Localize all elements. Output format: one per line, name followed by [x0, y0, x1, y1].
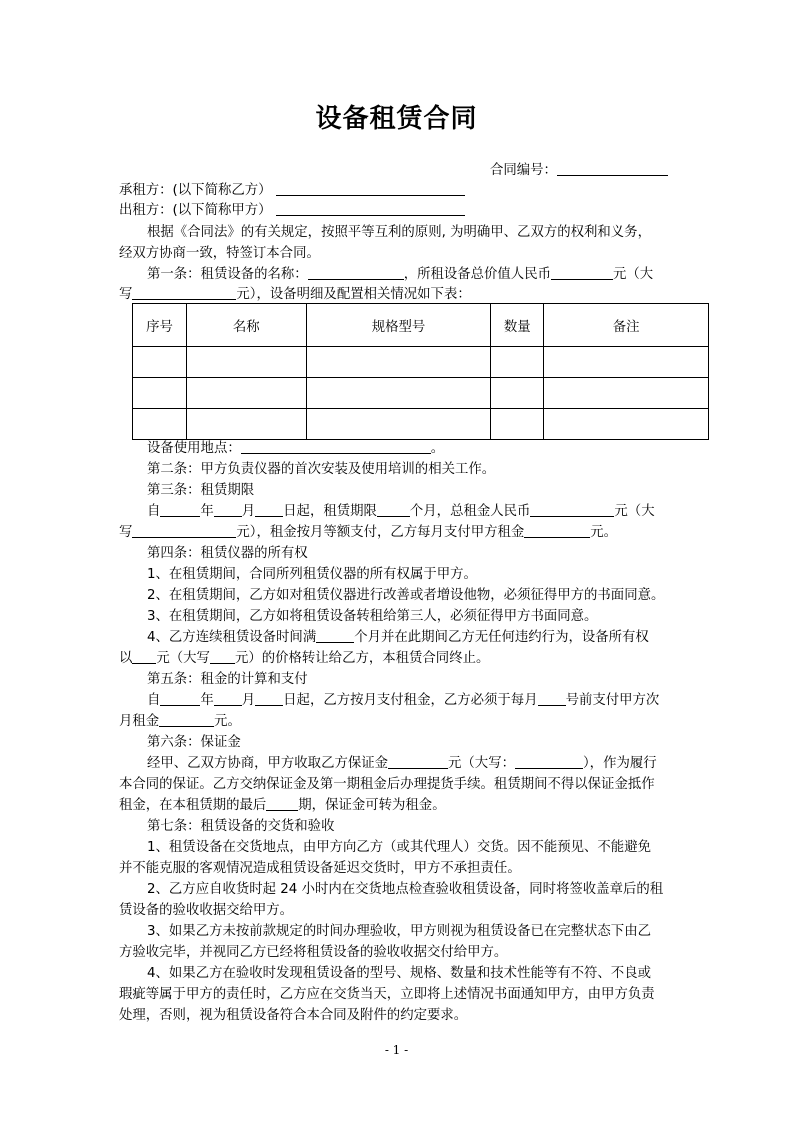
location-blank[interactable] — [241, 440, 431, 454]
article-1-line-2 — [119, 286, 679, 304]
location-line — [147, 440, 707, 458]
column-header-spec: 规格型号 — [306, 304, 491, 347]
deposit-uppercase-blank[interactable] — [515, 755, 583, 769]
article-6-text-a: 经甲、乙双方协商，甲方收取乙方保证金 — [147, 756, 389, 771]
lessor-label: 出租方：(以下简称甲方） — [119, 203, 272, 218]
final-period-blank[interactable] — [266, 797, 298, 811]
payment-start-year-blank[interactable] — [160, 692, 200, 706]
ownership-months-blank[interactable] — [316, 629, 354, 643]
table-cell[interactable] — [491, 409, 544, 440]
article-3-from: 自 — [147, 504, 161, 519]
article-1-text-c: 元（大 — [612, 267, 654, 282]
lease-months-blank[interactable] — [377, 503, 410, 517]
article-5-monthly-rent-blank[interactable] — [159, 713, 214, 727]
lessor-line — [119, 202, 679, 220]
article-4-item-4-text-b: 个月并在此期间乙方无任何违约行为，设备所有权 — [354, 630, 649, 645]
article-6-text-e: 期，保证金可转为租金。 — [298, 798, 446, 813]
table-cell[interactable] — [186, 409, 306, 440]
column-header-remarks: 备注 — [544, 304, 709, 347]
contract-number-label: 合同编号： — [490, 163, 557, 178]
table-row — [133, 347, 709, 378]
article-7-item-2-line-2: 赁设备的验收收据交给甲方。 — [119, 903, 294, 918]
article-1-text-d: 写 — [119, 287, 133, 302]
table-header-row — [133, 304, 709, 347]
article-5-line-2 — [119, 713, 679, 731]
article-5-payment-text-b: 号前支付甲方次 — [565, 693, 660, 708]
article-7-item-2-line-1: 2、乙方应自收货时起 24 小时内在交货地点检查验收租赁设备，同时将签收盖章后的租 — [147, 882, 664, 897]
article-3-monthly-text: 元），租金按月等额支付，乙方每月支付甲方租金 — [236, 525, 525, 540]
payment-day-blank[interactable] — [538, 692, 566, 706]
article-3-month: 月 — [241, 504, 256, 519]
lessee-label: 承租方：(以下简称乙方） — [119, 183, 272, 198]
column-header-name: 名称 — [186, 304, 306, 347]
transfer-price-uppercase-blank[interactable] — [210, 650, 235, 664]
equipment-table — [132, 303, 709, 440]
article-6-text-c: ），作为履行 — [582, 756, 657, 771]
article-7-item-1-line-2: 并不能克服的客观情况造成租赁设备延迟交货时，甲方不承担责任。 — [119, 861, 521, 876]
article-3-term-text: 日起，租赁期限 — [283, 504, 377, 519]
lessor-blank[interactable] — [276, 202, 465, 216]
article-5-monthly-rent-label: 月租金 — [119, 714, 160, 729]
lease-start-month-blank[interactable] — [214, 503, 242, 517]
article-3-total-rent-text: 个月，总租金人民币 — [409, 504, 531, 519]
article-4-item-1: 1、在租赁期间，合同所列租赁仪器的所有权属于甲方。 — [147, 567, 477, 582]
article-5-line-1 — [147, 692, 707, 710]
intro-line-2: 经双方协商一致，特签订本合同。 — [119, 246, 320, 261]
article-1-text-b: ，所租设备总价值人民币 — [403, 267, 551, 282]
payment-start-month-blank[interactable] — [214, 692, 242, 706]
column-header-quantity: 数量 — [491, 304, 544, 347]
table-row — [133, 409, 709, 440]
table-row — [133, 378, 709, 409]
article-1-text-e: 元），设备明细及配置相关情况如下表： — [236, 287, 471, 302]
article-5-heading: 第五条：租金的计算和支付 — [147, 672, 308, 687]
table-cell[interactable] — [186, 347, 306, 378]
article-3-line-2 — [119, 524, 679, 542]
article-3-end: 元。 — [590, 525, 618, 540]
table-cell[interactable] — [544, 378, 709, 409]
table-cell[interactable] — [306, 409, 491, 440]
article-3-write: 写 — [119, 525, 133, 540]
location-label: 设备使用地点： — [147, 441, 241, 456]
deposit-blank[interactable] — [388, 755, 448, 769]
article-5-payment-text: 日起，乙方按月支付租金，乙方必须于每月 — [283, 693, 538, 708]
article-4-item-4-text-e: 元）的价格转让给乙方，本租赁合同终止。 — [234, 651, 490, 666]
total-rent-blank[interactable] — [530, 503, 614, 517]
intro-line-1: 根据《合同法》的有关规定，按照平等互利的原则, 为明确甲、乙双方的权利和义务， — [147, 225, 651, 240]
article-5-from: 自 — [147, 693, 161, 708]
article-6-heading: 第六条：保证金 — [147, 735, 241, 750]
article-4-item-2: 2、在租赁期间，乙方如对租赁仪器进行改善或者增设他物，必须征得甲方的书面同意。 — [147, 588, 665, 603]
lessee-blank[interactable] — [276, 182, 465, 196]
article-4-heading: 第四条：租赁仪器的所有权 — [147, 546, 308, 561]
lease-start-day-blank[interactable] — [255, 503, 283, 517]
article-5-year: 年 — [200, 693, 214, 708]
total-value-uppercase-blank[interactable] — [132, 286, 236, 300]
total-rent-uppercase-blank[interactable] — [132, 524, 236, 538]
article-1-line-1 — [147, 266, 707, 284]
article-7-item-4-line-1: 4、如果乙方在验收时发现租赁设备的型号、规格、数量和技术性能等有不符、不良或 — [147, 966, 651, 981]
article-7-item-4-line-3: 处理，否则，视为租赁设备符合本合同及附件的约定要求。 — [119, 1008, 468, 1023]
article-6-text-d: 租金，在本租赁期的最后 — [119, 798, 267, 813]
table-cell[interactable] — [544, 409, 709, 440]
table-cell[interactable] — [306, 378, 491, 409]
table-cell[interactable] — [186, 378, 306, 409]
article-7-item-3-line-2: 方验收完毕，并视同乙方已经将租赁设备的验收收据交付给甲方。 — [119, 945, 508, 960]
article-3-yuan: 元（大 — [614, 504, 655, 519]
article-6-line-2: 本合同的保证。乙方交纳保证金及第一期租金后办理提货手续。租赁期间不得以保证金抵作 — [119, 777, 655, 792]
article-6-line-3 — [119, 797, 679, 815]
article-3-year: 年 — [200, 504, 214, 519]
table-cell[interactable] — [133, 347, 187, 378]
article-1-text-a: 第一条：租赁设备的名称： — [147, 267, 308, 282]
article-6-text-b: 元（大写： — [448, 756, 515, 771]
article-7-heading: 第七条：租赁设备的交货和验收 — [147, 819, 335, 834]
location-end: 。 — [430, 441, 445, 456]
article-4-item-4-text-d: 元（大写 — [156, 651, 210, 666]
table-cell[interactable] — [133, 378, 187, 409]
page-number: - 1 - — [384, 1043, 409, 1057]
contract-number-line — [490, 162, 793, 180]
article-4-item-4 — [147, 629, 707, 647]
payment-start-day-blank[interactable] — [255, 692, 283, 706]
table-cell[interactable] — [491, 347, 544, 378]
transfer-price-blank[interactable] — [132, 650, 156, 664]
article-2: 第二条：甲方负责仪器的首次安装及使用培训的相关工作。 — [147, 462, 496, 477]
article-4-item-4-text-c: 以 — [119, 651, 133, 666]
article-4-item-4-text-a: 4、乙方连续租赁设备时间满 — [147, 630, 317, 645]
table-cell[interactable] — [491, 378, 544, 409]
article-6-line-1 — [147, 755, 707, 773]
table-cell[interactable] — [133, 409, 187, 440]
column-header-no: 序号 — [133, 304, 187, 347]
article-7-item-4-line-2: 瑕疵等属于甲方的责任时，乙方应在交货当天，立即将上述情况书面通知甲方，由甲方负责 — [119, 987, 655, 1002]
article-3-heading: 第三条：租赁期限 — [147, 483, 255, 498]
article-7-item-1-line-1: 1、租赁设备在交货地点，由甲方向乙方（或其代理人）交货。因不能预见、不能避免 — [147, 840, 651, 855]
article-5-month: 月 — [241, 693, 256, 708]
article-3-line-1 — [147, 503, 707, 521]
article-5-end: 元。 — [214, 714, 241, 729]
document-title: 设备租赁合同 — [315, 104, 478, 134]
table-cell[interactable] — [306, 347, 491, 378]
lease-start-year-blank[interactable] — [160, 503, 200, 517]
article-7-item-3-line-1: 3、如果乙方未按前款规定的时间办理验收，甲方则视为租赁设备已在完整状态下由乙 — [147, 924, 651, 939]
table-cell[interactable] — [544, 347, 709, 378]
article-4-item-3: 3、在租赁期间，乙方如将租赁设备转租给第三人，必须征得甲方书面同意。 — [147, 609, 598, 624]
article-4-item-4-line-2 — [119, 650, 679, 668]
total-value-blank[interactable] — [551, 266, 613, 280]
lessee-line — [119, 182, 679, 200]
equipment-name-blank[interactable] — [308, 266, 404, 280]
contract-number-blank[interactable] — [557, 162, 668, 176]
monthly-rent-blank[interactable] — [524, 524, 590, 538]
